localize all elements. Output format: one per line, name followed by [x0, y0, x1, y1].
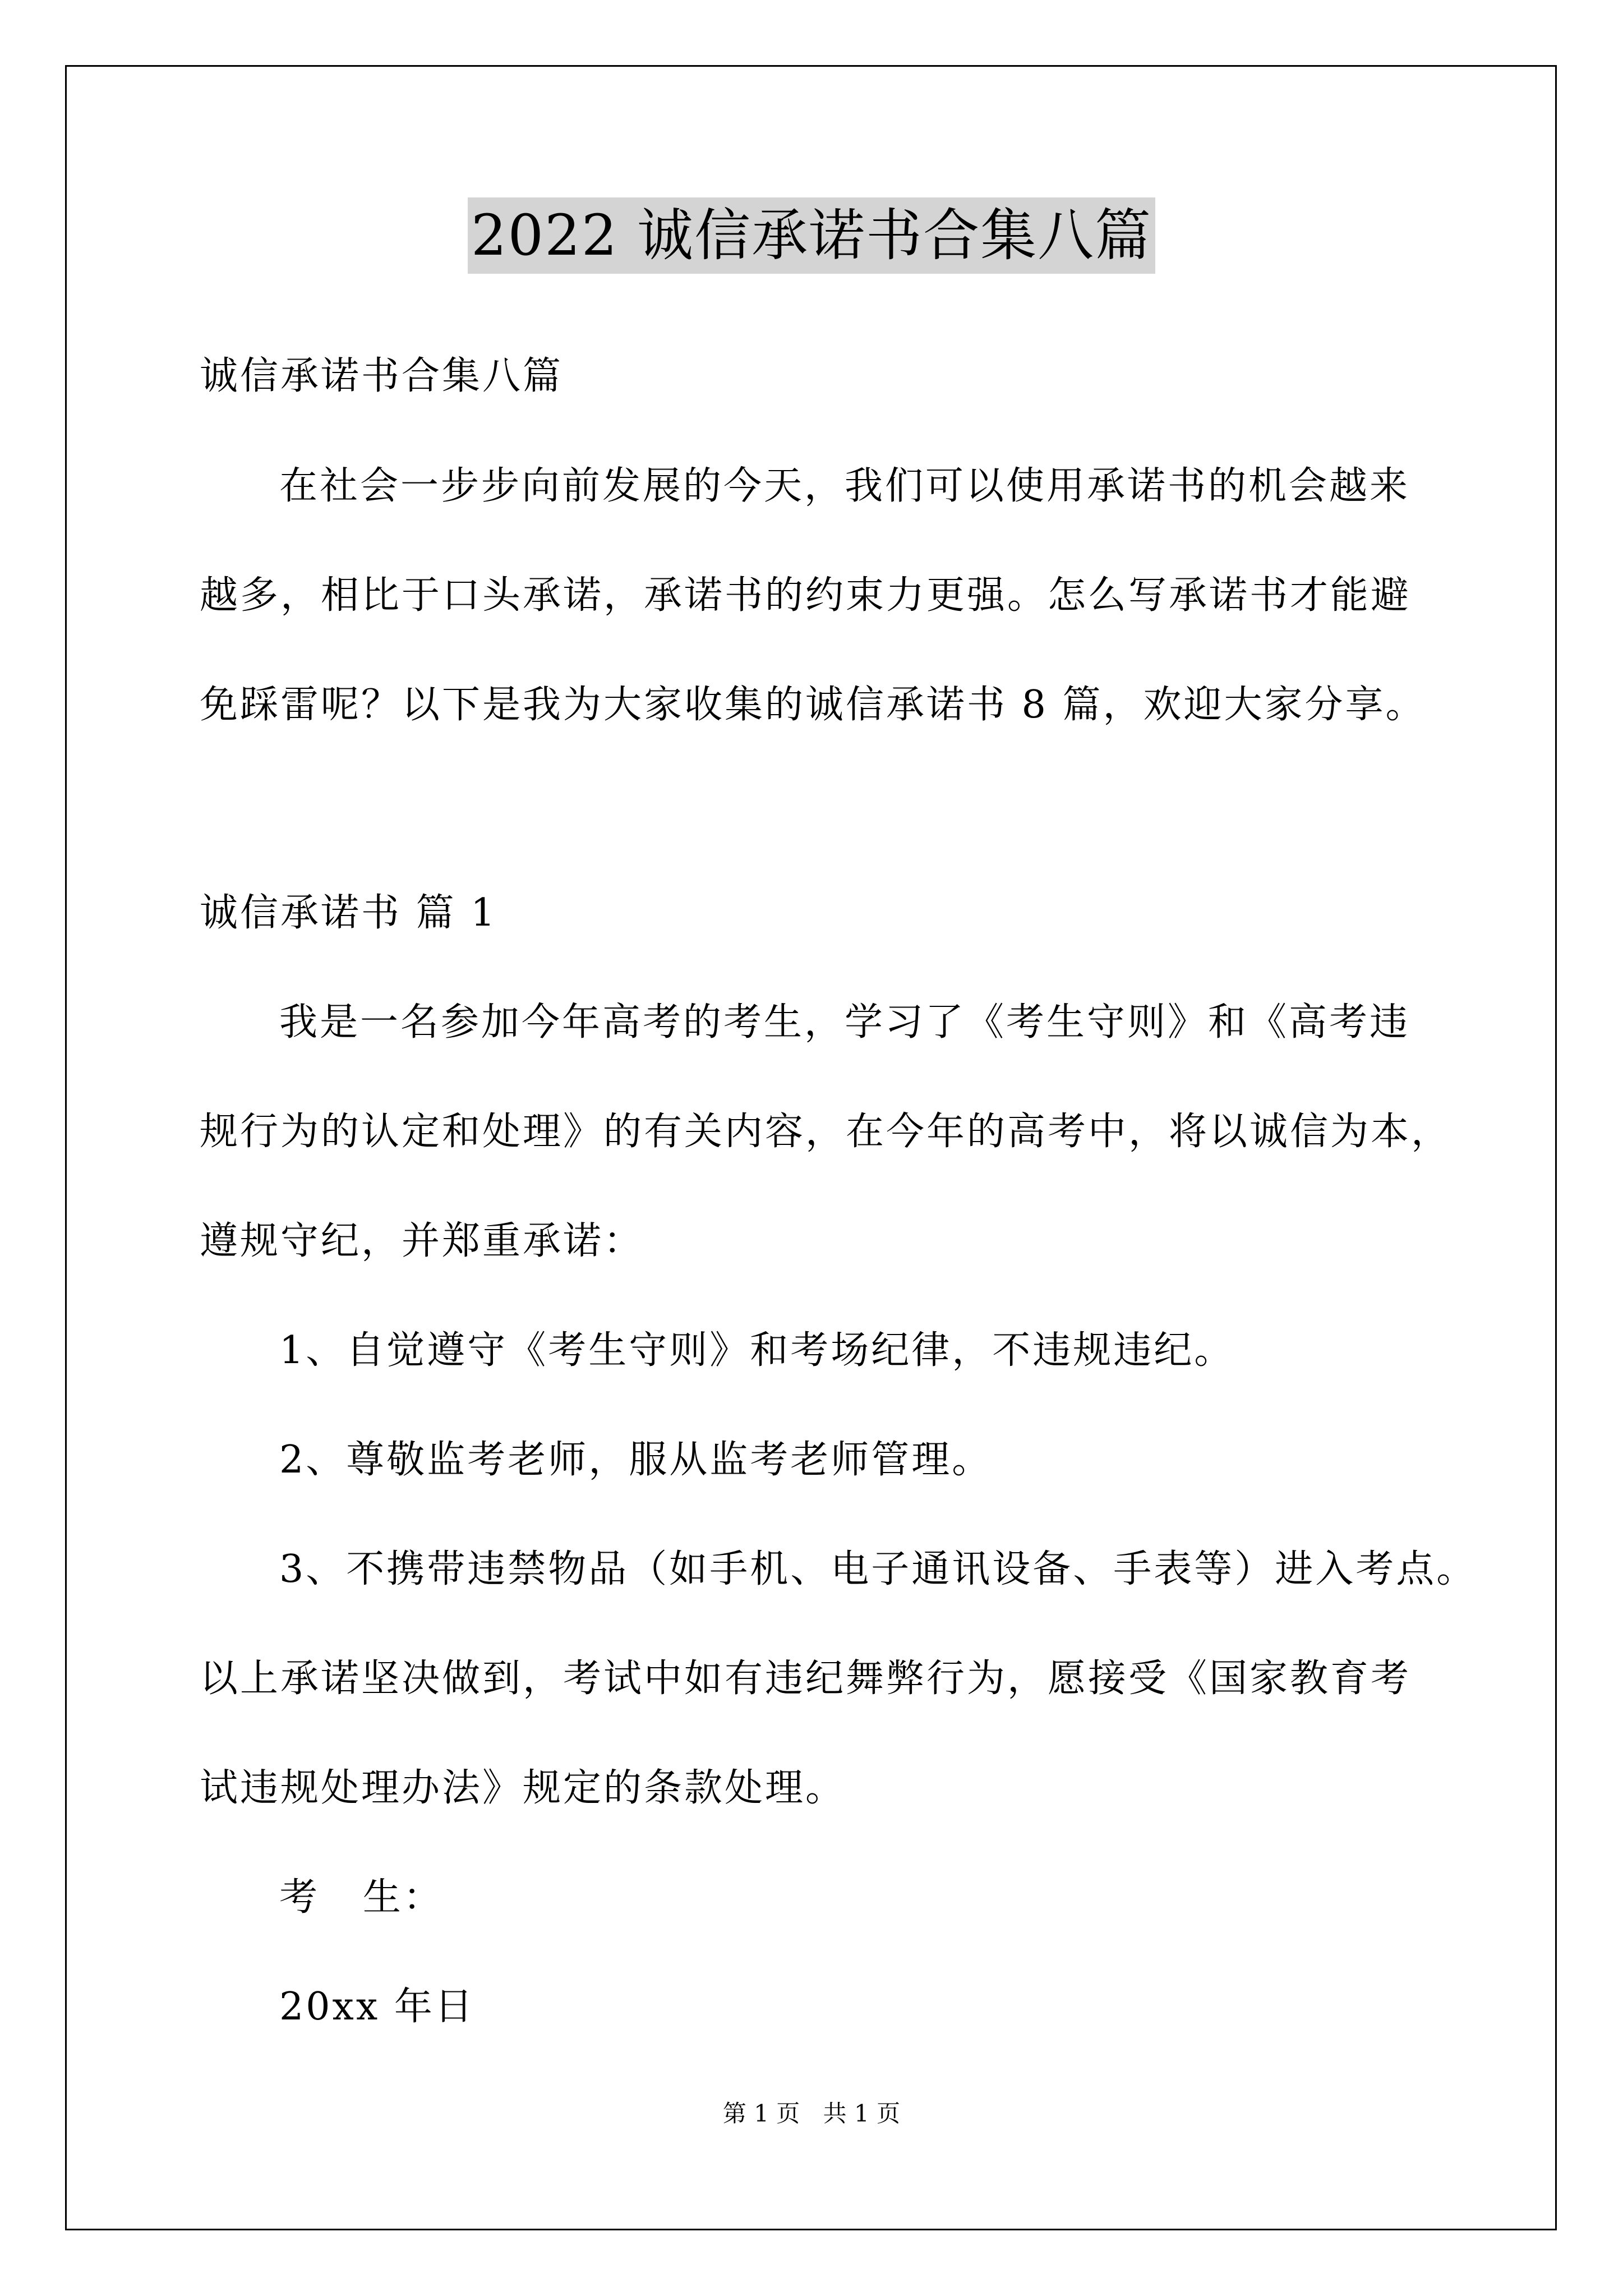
- pledge-item-1: 1、自觉遵守《考生守则》和考场纪律，不违规违纪。: [279, 1328, 1235, 1373]
- pledge-item-2: 2、尊敬监考老师，服从监考老师管理。: [279, 1438, 993, 1482]
- page-number-total: 共 1 页: [823, 2100, 901, 2127]
- date-label: 20xx 年日: [279, 1985, 475, 2029]
- closing-line-2: 试违规处理办法》规定的条款处理。: [200, 1766, 846, 1810]
- section-heading: 诚信承诺书 篇 1: [200, 891, 497, 935]
- title-container: [0, 197, 1623, 274]
- body-line-2: 规行为的认定和处理》的有关内容，在今年的高考中，将以诚信为本，: [200, 1110, 1452, 1154]
- intro-line-2: 越多，相比于口头承诺，承诺书的约束力更强。怎么写承诺书才能避: [200, 573, 1412, 618]
- body-line-1: 我是一名参加今年高考的考生，学习了《考生守则》和《高考违: [279, 1000, 1410, 1045]
- pledge-item-3: 3、不携带违禁物品（如手机、电子通讯设备、手表等）进入考点。: [279, 1547, 1477, 1591]
- document-title: 2022 诚信承诺书合集八篇: [468, 197, 1155, 274]
- page-number-current: 第 1 页: [722, 2100, 800, 2127]
- document-subtitle: 诚信承诺书合集八篇: [200, 354, 564, 398]
- intro-line-3: 免踩雷呢？以下是我为大家收集的诚信承诺书 8 篇，欢迎大家分享。: [200, 683, 1426, 727]
- intro-line-1: 在社会一步步向前发展的今天，我们可以使用承诺书的机会越来: [279, 464, 1410, 508]
- body-line-3: 遵规守纪，并郑重承诺：: [200, 1219, 644, 1263]
- closing-line-1: 以上承诺坚决做到，考试中如有违纪舞弊行为，愿接受《国家教育考: [200, 1657, 1412, 1701]
- signature-label: 考 生：: [279, 1875, 444, 1920]
- page-footer: [0, 2098, 1623, 2129]
